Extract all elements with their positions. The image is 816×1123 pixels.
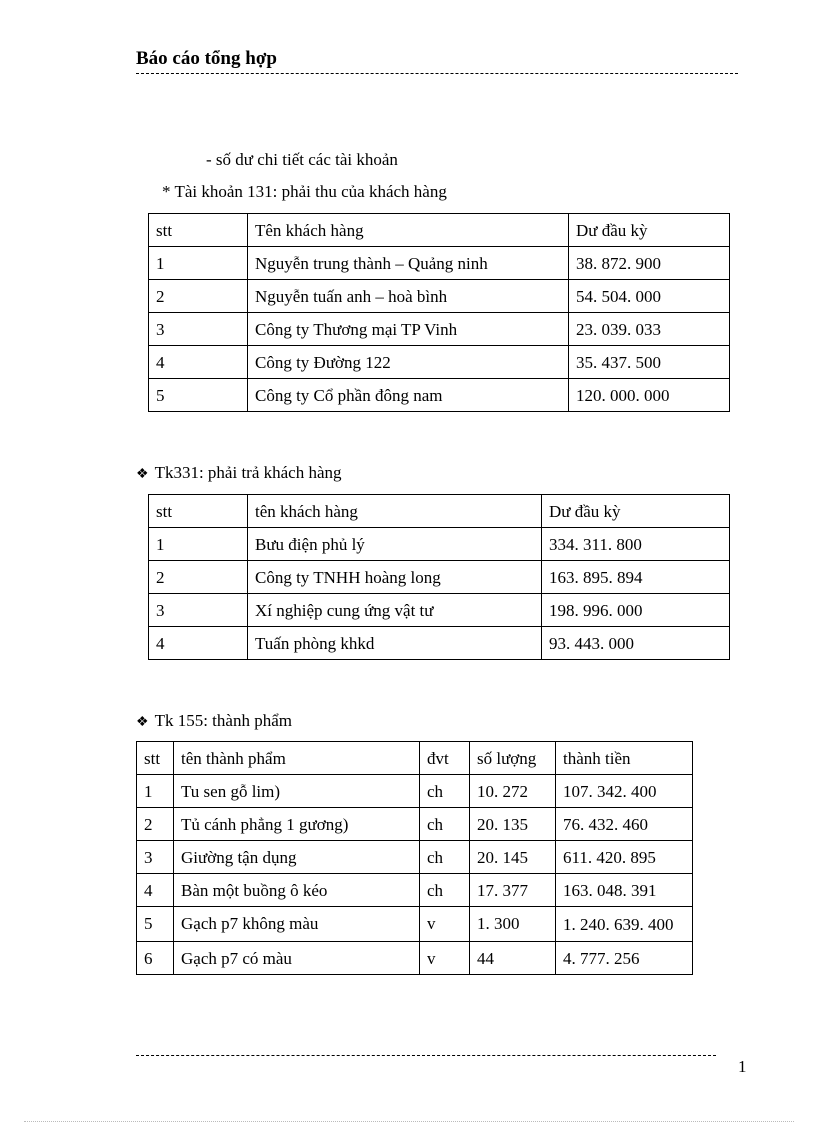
table-header-row bbox=[149, 214, 730, 247]
cell-amount: 1. 240. 639. 400 bbox=[556, 907, 693, 942]
cell-stt: 1 bbox=[149, 247, 248, 280]
cell-customer: Công ty Cổ phần đông nam bbox=[248, 379, 569, 412]
cell-amount: 611. 420. 895 bbox=[556, 841, 693, 874]
cell-stt: 2 bbox=[149, 280, 248, 313]
table-row bbox=[137, 841, 693, 874]
header-cell: stt bbox=[149, 214, 248, 247]
cell-balance: 93. 443. 000 bbox=[542, 627, 730, 660]
header-cell: tên thành phẩm bbox=[174, 742, 420, 775]
header-cell: stt bbox=[149, 495, 248, 528]
cell-stt: 1 bbox=[137, 775, 174, 808]
header-cell: Tên khách hàng bbox=[248, 214, 569, 247]
cell-product: Tu sen gỗ lim) bbox=[174, 775, 420, 808]
table-row bbox=[149, 247, 730, 280]
table-header-row bbox=[137, 742, 693, 775]
cell-customer: Tuấn phòng khkd bbox=[248, 627, 542, 660]
cell-quantity: 1. 300 bbox=[470, 907, 556, 942]
cell-product: Gạch p7 có màu bbox=[174, 942, 420, 975]
cell-stt: 4 bbox=[137, 874, 174, 907]
cell-stt: 5 bbox=[149, 379, 248, 412]
table-row bbox=[149, 313, 730, 346]
cell-amount: 163. 048. 391 bbox=[556, 874, 693, 907]
table-row bbox=[149, 627, 730, 660]
cell-unit: ch bbox=[420, 841, 470, 874]
section-155-heading-text: Tk 155: thành phẩm bbox=[154, 711, 292, 730]
cell-balance: 35. 437. 500 bbox=[569, 346, 730, 379]
table-row bbox=[137, 907, 693, 942]
cell-unit: ch bbox=[420, 775, 470, 808]
cell-quantity: 17. 377 bbox=[470, 874, 556, 907]
cell-balance: 120. 000. 000 bbox=[569, 379, 730, 412]
header-cell: số lượng bbox=[470, 742, 556, 775]
header-cell: stt bbox=[137, 742, 174, 775]
cell-stt: 4 bbox=[149, 627, 248, 660]
table-row bbox=[149, 528, 730, 561]
cell-balance: 54. 504. 000 bbox=[569, 280, 730, 313]
section-331-heading-text: Tk331: phải trả khách hàng bbox=[154, 463, 342, 482]
footer-divider bbox=[136, 1055, 716, 1056]
page-title: Báo cáo tổng hợp bbox=[136, 48, 277, 69]
table-row bbox=[137, 942, 693, 975]
cell-amount: 107. 342. 400 bbox=[556, 775, 693, 808]
cell-balance: 163. 895. 894 bbox=[542, 561, 730, 594]
table-331 bbox=[148, 494, 730, 660]
table-row bbox=[149, 561, 730, 594]
cell-customer: Nguyễn trung thành – Quảng ninh bbox=[248, 247, 569, 280]
cell-unit: ch bbox=[420, 874, 470, 907]
cell-stt: 5 bbox=[137, 907, 174, 942]
cell-stt: 3 bbox=[137, 841, 174, 874]
cell-stt: 4 bbox=[149, 346, 248, 379]
cell-product: Bàn một buồng ô kéo bbox=[174, 874, 420, 907]
page-bottom-edge bbox=[24, 1121, 794, 1122]
cell-balance: 198. 996. 000 bbox=[542, 594, 730, 627]
table-row bbox=[149, 346, 730, 379]
cell-quantity: 10. 272 bbox=[470, 775, 556, 808]
cell-customer: Công ty Đường 122 bbox=[248, 346, 569, 379]
cell-product: Giường tận dụng bbox=[174, 841, 420, 874]
diamond-bullet-icon: ❖ bbox=[136, 467, 149, 482]
header-cell: đvt bbox=[420, 742, 470, 775]
section-131-heading: * Tài khoản 131: phải thu của khách hàng bbox=[162, 182, 447, 201]
table-131 bbox=[148, 213, 730, 412]
header-cell: Dư đầu kỳ bbox=[542, 495, 730, 528]
cell-stt: 6 bbox=[137, 942, 174, 975]
cell-stt: 2 bbox=[137, 808, 174, 841]
cell-quantity: 20. 135 bbox=[470, 808, 556, 841]
cell-stt: 3 bbox=[149, 594, 248, 627]
cell-stt: 2 bbox=[149, 561, 248, 594]
header-cell: thành tiền bbox=[556, 742, 693, 775]
cell-amount: 76. 432. 460 bbox=[556, 808, 693, 841]
cell-stt: 3 bbox=[149, 313, 248, 346]
cell-unit: v bbox=[420, 942, 470, 975]
cell-quantity: 20. 145 bbox=[470, 841, 556, 874]
cell-customer: Xí nghiệp cung ứng vật tư bbox=[248, 594, 542, 627]
diamond-bullet-icon: ❖ bbox=[136, 715, 149, 730]
table-row bbox=[137, 874, 693, 907]
cell-product: Gạch p7 không màu bbox=[174, 907, 420, 942]
table-row bbox=[137, 808, 693, 841]
table-row bbox=[149, 379, 730, 412]
intro-text: - số dư chi tiết các tài khoản bbox=[206, 150, 398, 169]
header-divider bbox=[136, 73, 738, 74]
cell-customer: Bưu điện phủ lý bbox=[248, 528, 542, 561]
header-cell: tên khách hàng bbox=[248, 495, 542, 528]
cell-product: Tủ cánh phẳng 1 gương) bbox=[174, 808, 420, 841]
cell-customer: Nguyễn tuấn anh – hoà bình bbox=[248, 280, 569, 313]
cell-balance: 23. 039. 033 bbox=[569, 313, 730, 346]
cell-unit: v bbox=[420, 907, 470, 942]
cell-stt: 1 bbox=[149, 528, 248, 561]
cell-customer: Công ty TNHH hoàng long bbox=[248, 561, 542, 594]
cell-amount: 4. 777. 256 bbox=[556, 942, 693, 975]
table-row bbox=[137, 775, 693, 808]
table-155 bbox=[136, 741, 693, 975]
cell-balance: 38. 872. 900 bbox=[569, 247, 730, 280]
header-cell: Dư đầu kỳ bbox=[569, 214, 730, 247]
section-155-heading bbox=[136, 711, 292, 731]
cell-balance: 334. 311. 800 bbox=[542, 528, 730, 561]
cell-customer: Công ty Thương mại TP Vinh bbox=[248, 313, 569, 346]
table-header-row bbox=[149, 495, 730, 528]
page-number: 1 bbox=[738, 1057, 747, 1076]
table-row bbox=[149, 594, 730, 627]
cell-unit: ch bbox=[420, 808, 470, 841]
cell-quantity: 44 bbox=[470, 942, 556, 975]
section-331-heading bbox=[136, 463, 342, 483]
table-row bbox=[149, 280, 730, 313]
